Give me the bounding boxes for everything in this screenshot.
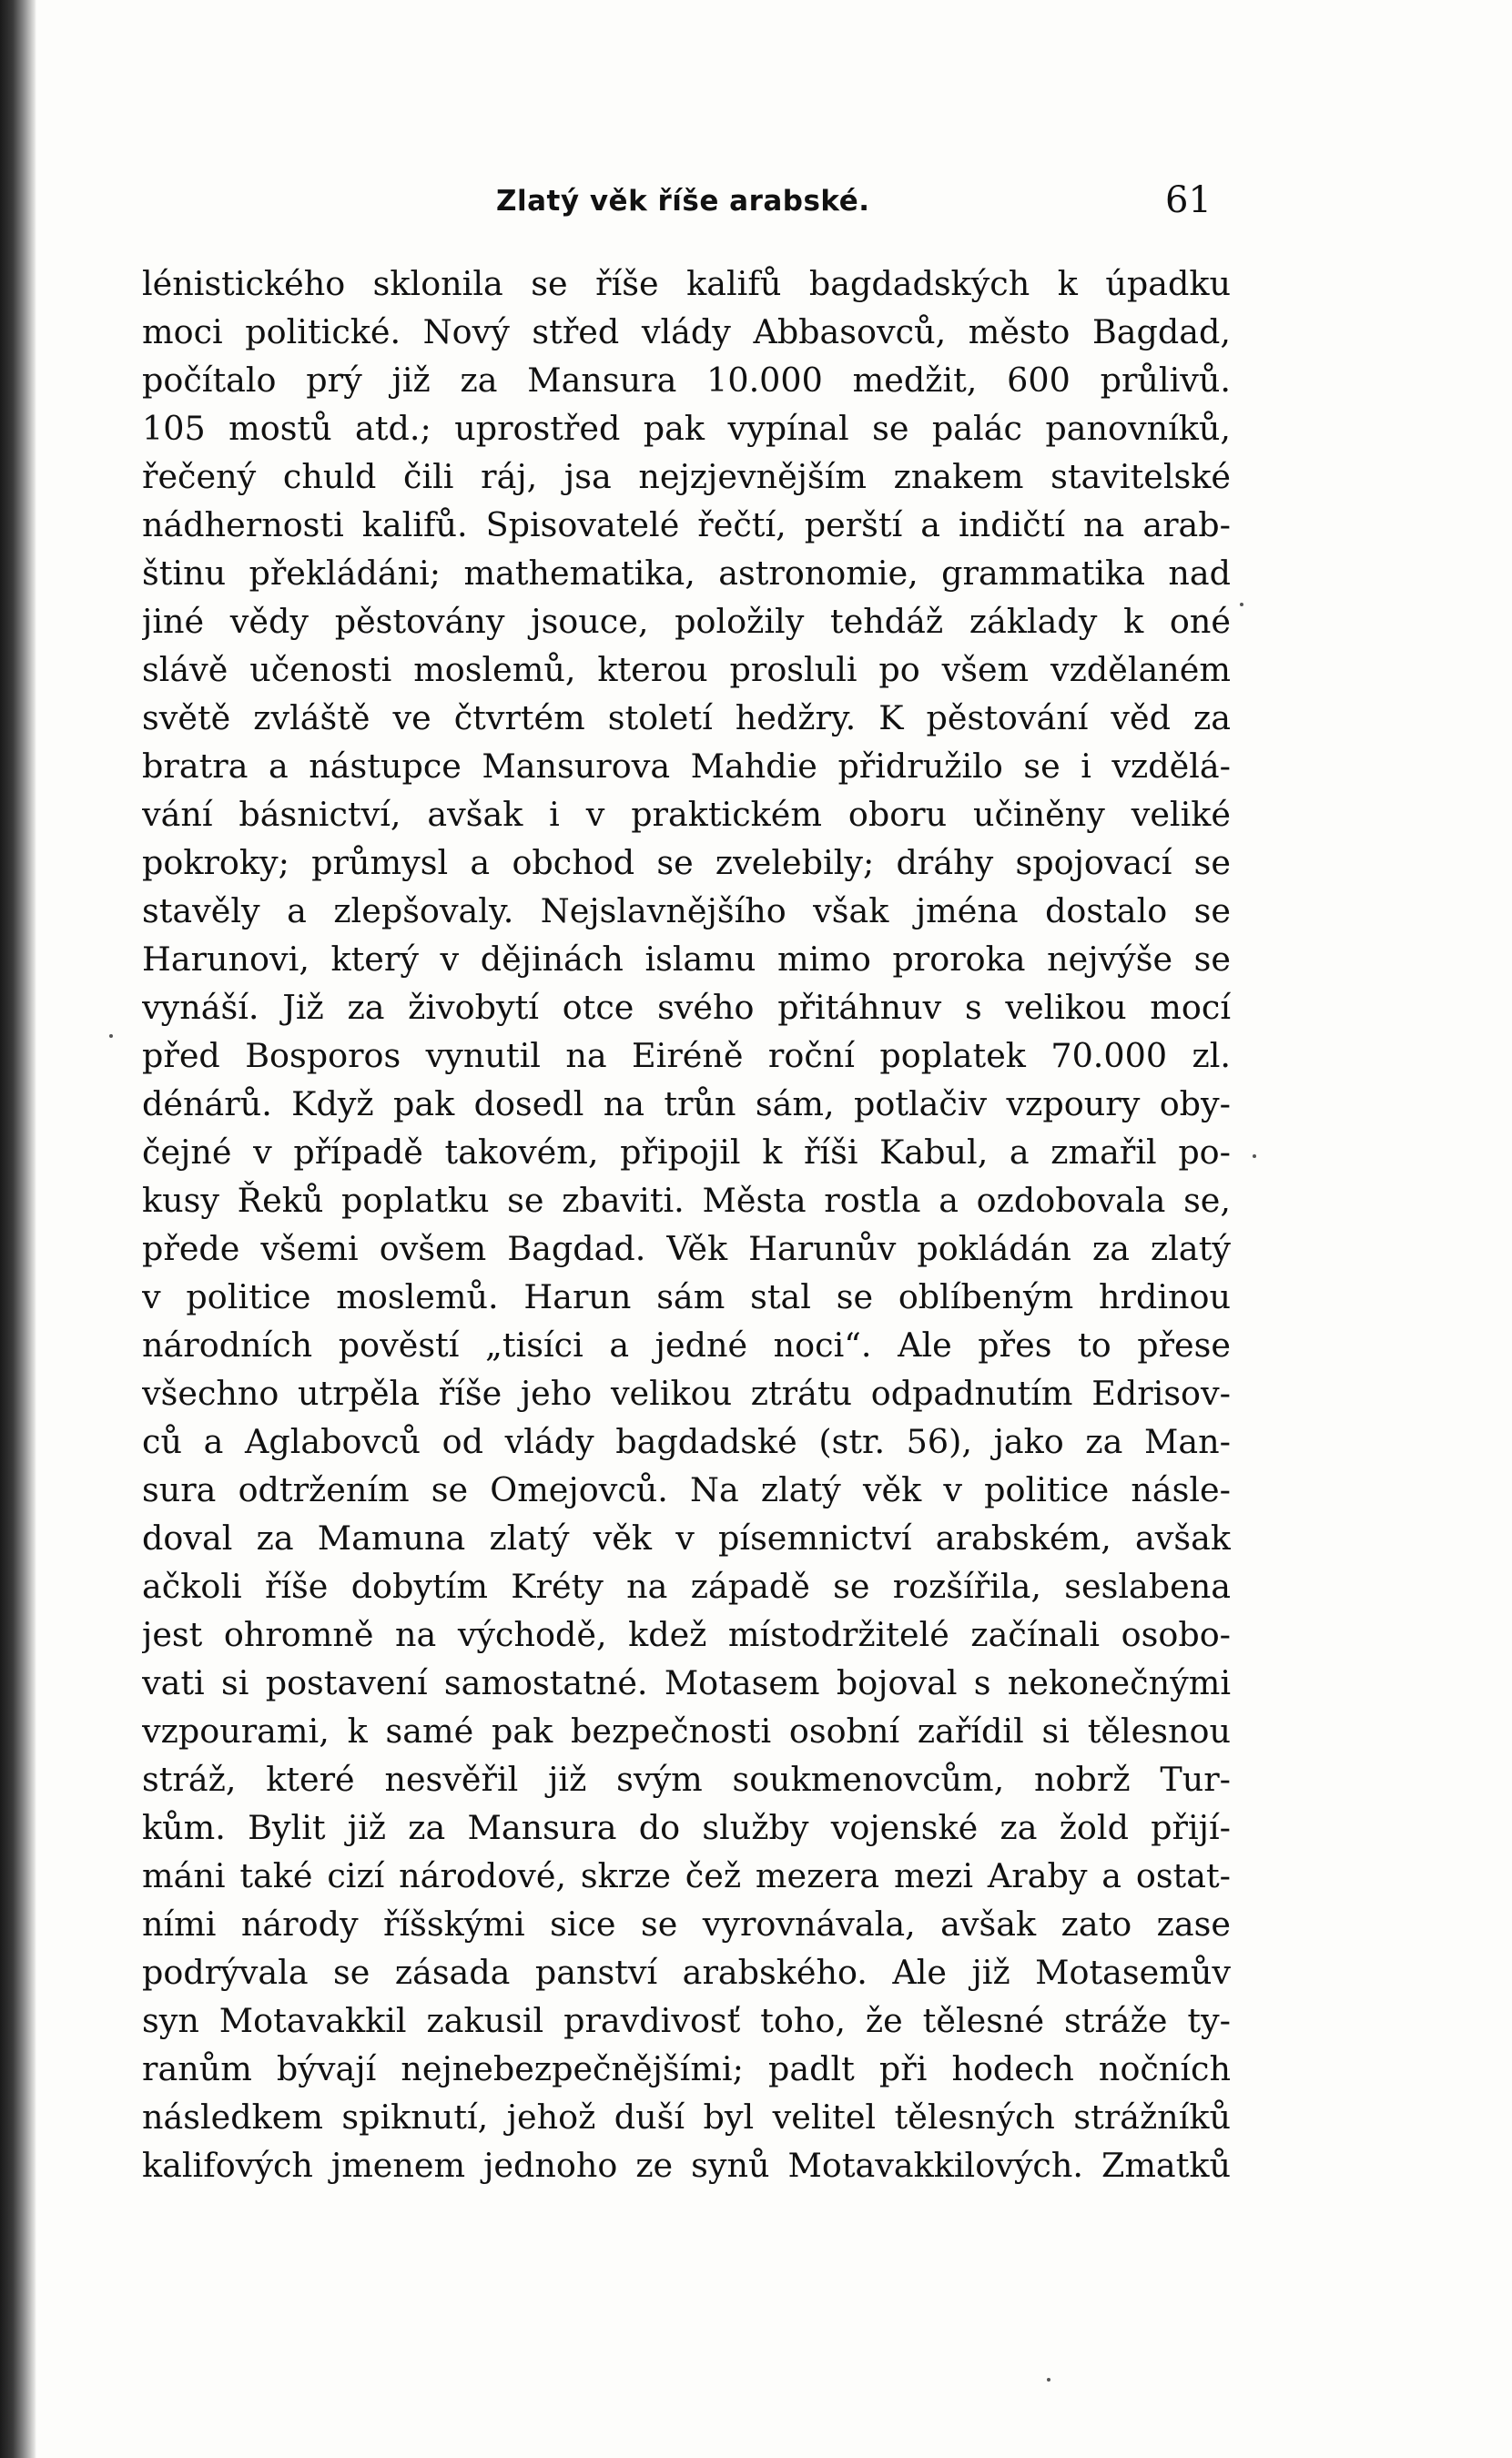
scan-speck	[1240, 603, 1243, 606]
text-line: ranům bývají nejnebezpečnějšími; padlt při hodech nočních	[142, 2049, 1231, 2088]
text-line: sura odtržením se Omejovců. Na zlatý věk v politice násle-	[142, 1470, 1231, 1509]
text-line: jiné vědy pěstovány jsouce, položily tehdáž základy k oné	[142, 602, 1231, 641]
text-line: moci politické. Nový střed vlády Abbasovců, město Bagdad,	[142, 312, 1231, 351]
text-line: vynáší. Již za živobytí otce svého přitáhnuv s velikou mocí	[142, 988, 1231, 1027]
text-line: v politice moslemů. Harun sám stal se oblíbeným hrdinou	[142, 1277, 1231, 1316]
text-line: máni také cizí národové, skrze čež mezera mezi Araby a ostat-	[142, 1856, 1231, 1895]
text-line: následkem spiknutí, jehož duší byl velitel tělesných strážníků	[142, 2097, 1231, 2137]
page-number: 61	[1165, 179, 1212, 221]
text-line: nádhernosti kalifů. Spisovatelé řečtí, perští a indičtí na arab-	[142, 505, 1231, 544]
text-line: dénárů. Když pak dosedl na trůn sám, potlačiv vzpoury oby-	[142, 1084, 1231, 1123]
text-line: všechno utrpěla říše jeho velikou ztrátu odpadnutím Edrisov-	[142, 1374, 1231, 1413]
text-line: čejné v případě takovém, připojil k říši Kabul, a zmařil po-	[142, 1133, 1231, 1172]
scan-speck	[1047, 2378, 1050, 2382]
text-line: kům. Bylit již za Mansura do služby vojenské za žold přijí-	[142, 1808, 1231, 1847]
text-line: světě zvláště ve čtvrtém století hedžry. K pěstování věd za	[142, 698, 1231, 737]
text-line: pokroky; průmysl a obchod se zvelebily; dráhy spojovací se	[142, 843, 1231, 882]
text-line: kalifových jmenem jednoho ze synů Motavakkilových. Zmatků	[142, 2146, 1231, 2185]
text-line: stavěly a zlepšovaly. Nejslavnějšího však jména dostalo se	[142, 891, 1231, 930]
body-text	[142, 259, 1231, 2189]
text-line: podrývala se zásada panství arabského. Ale již Motasemův	[142, 1953, 1231, 1992]
text-line: vati si postavení samostatné. Motasem bojoval s nekonečnými	[142, 1663, 1231, 1702]
text-line: bratra a nástupce Mansurova Mahdie přidružilo se i vzdělá-	[142, 747, 1231, 786]
text-line: štinu překládáni; mathematika, astronomie, grammatika nad	[142, 554, 1231, 593]
text-line: jest ohromně na východě, kdež místodržitelé začínali osobo-	[142, 1615, 1231, 1654]
text-line: národních pověstí „tisíci a jedné noci“. Ale přes to přese	[142, 1325, 1231, 1365]
text-line: 105 mostů atd.; uprostřed pak vypínal se palác panovníků,	[142, 409, 1231, 448]
text-line: kusy Řeků poplatku se zbaviti. Města rostla a ozdobovala se,	[142, 1181, 1231, 1220]
text-line: slávě učenosti moslemů, kterou prosluli po všem vzdělaném	[142, 650, 1231, 689]
running-title: Zlatý věk říše arabské.	[496, 185, 870, 218]
text-line: vání básnictví, avšak i v praktickém oboru učiněny veliké	[142, 795, 1231, 834]
text-line: ců a Aglabovců od vlády bagdadské (str. 56), jako za Man-	[142, 1422, 1231, 1461]
text-line: počítalo prý již za Mansura 10.000 medžit, 600 průlivů.	[142, 361, 1231, 400]
text-line: řečený chuld čili ráj, jsa nejzjevnějším znakem stavitelské	[142, 457, 1231, 496]
text-line: stráž, které nesvěřil již svým soukmenovcům, nobrž Tur-	[142, 1760, 1231, 1799]
text-line: přede všemi ovšem Bagdad. Věk Harunův pokládán za zlatý	[142, 1229, 1231, 1268]
scan-binding-edge	[0, 0, 36, 2458]
text-line: ními národy říšskými sice se vyrovnávala, avšak zato zase	[142, 1904, 1231, 1944]
scan-speck	[109, 1034, 113, 1038]
page-header	[0, 178, 1512, 232]
scan-speck	[1253, 1154, 1256, 1158]
text-line: syn Motavakkil zakusil pravdivosť toho, že tělesné stráže ty-	[142, 2001, 1231, 2040]
text-line: vzpourami, k samé pak bezpečnosti osobní zařídil si tělesnou	[142, 1711, 1231, 1751]
text-line: ačkoli říše dobytím Kréty na západě se rozšířila, seslabena	[142, 1567, 1231, 1606]
text-line: Harunovi, který v dějinách islamu mimo proroka nejvýše se	[142, 940, 1231, 979]
text-line: doval za Mamuna zlatý věk v písemnictví arabském, avšak	[142, 1518, 1231, 1558]
text-line: lénistického sklonila se říše kalifů bagdadských k úpadku	[142, 264, 1231, 303]
text-line: před Bosporos vynutil na Eiréně roční poplatek 70.000 zl.	[142, 1036, 1231, 1075]
